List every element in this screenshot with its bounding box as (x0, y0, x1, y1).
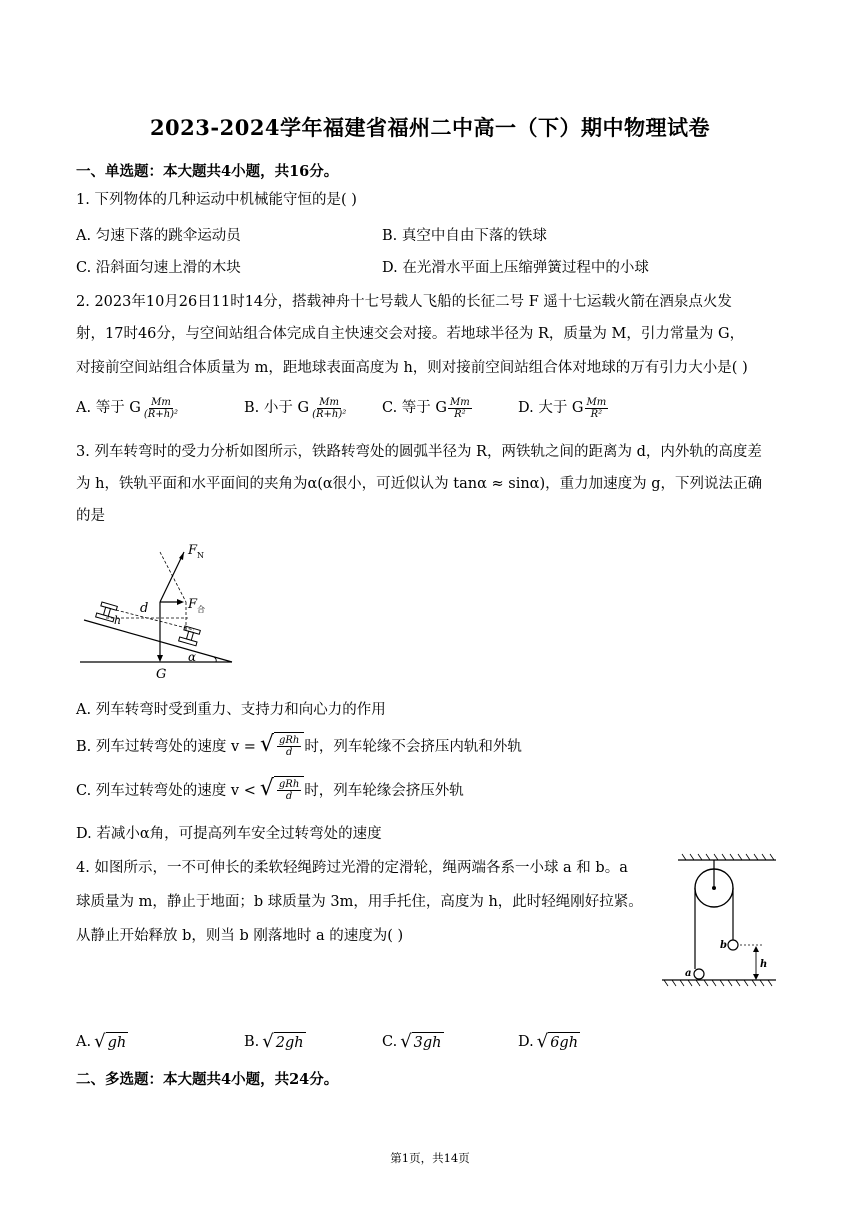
question-4-line-1: 4. 如图所示，一不可伸长的柔软轻绳跨过光滑的定滑轮，绳两端各系一小球 a 和 b。a (76, 860, 628, 876)
q2-option-a (76, 396, 181, 420)
q2-option-a-fraction (142, 397, 180, 420)
q1-option-a: A. 匀速下落的跳伞运动员 (76, 228, 241, 244)
q2-option-b-fraction (310, 397, 348, 420)
q4-option-c-label: C. (382, 1034, 398, 1050)
q2-option-d-label: D. 大于 G (518, 400, 584, 416)
fraction-denominator: d (285, 746, 293, 758)
q1-option-b: B. 真空中自由下落的铁球 (382, 228, 547, 244)
question-3-line-1: 3. 列车转弯时的受力分析如图所示，铁路转弯处的圆弧半径为 R，两铁轨之间的距离为 d，内外轨的高度差 (76, 444, 762, 460)
fraction-numerator: Mm (450, 396, 470, 408)
q3-option-c-prefix: C. 列车过转弯处的速度 v < (76, 782, 256, 799)
question-1-stem: 1. 下列物体的几种运动中机械能守恒的是( ) (76, 192, 357, 208)
label-ball-b: b (720, 940, 727, 951)
fraction-numerator: gRh (278, 778, 300, 790)
q4-option-a-sqrt: √ gh (94, 1031, 127, 1052)
q2-option-c-fraction (448, 397, 472, 420)
q2-option-b-label: B. 小于 G (244, 400, 310, 416)
q1-option-d: D. 在光滑水平面上压缩弹簧过程中的小球 (382, 260, 649, 276)
q3-option-a: A. 列车转弯时受到重力、支持力和向心力的作用 (76, 702, 386, 718)
fraction-denominator: R² (590, 408, 603, 420)
q3-option-b-suffix: 时，列车轮缘不会挤压内轨和外轨 (304, 738, 522, 755)
q4-option-d-value: 6gh (548, 1032, 580, 1052)
q2-option-a-label: A. 等于 G (76, 400, 141, 416)
label-ball-a: a (685, 968, 692, 979)
question-3-line-3: 的是 (76, 508, 105, 524)
fraction-denominator: R² (454, 408, 466, 420)
q4-option-b (244, 1032, 306, 1052)
label-fn-sub: N (197, 551, 204, 560)
fraction-numerator: Mm (319, 396, 340, 408)
fraction-numerator: Mm (586, 396, 607, 408)
q3-option-c-suffix: 时，列车轮缘会挤压外轨 (304, 782, 464, 799)
label-d: d (140, 601, 149, 616)
pulley-diagram (658, 852, 782, 992)
q2-option-d-fraction (585, 397, 609, 420)
q3-option-b-prefix: B. 列车过转弯处的速度 v = (76, 738, 256, 755)
section-heading-multiple-choice: 二、多选题：本大题共4小题，共24分。 (76, 1071, 339, 1088)
q1-option-c: C. 沿斜面匀速上滑的木块 (76, 260, 241, 276)
q4-option-b-label: B. (244, 1034, 260, 1050)
page-title: 2023-2024学年福建省福州二中高一（下）期中物理试卷 (149, 115, 711, 140)
q4-option-a-value: gh (106, 1032, 129, 1052)
q3-option-b-fraction (277, 735, 301, 758)
q3-option-d: D. 若减小α角，可提高列车安全过转弯处的速度 (76, 826, 382, 842)
label-fhe: F (188, 597, 198, 612)
q2-option-c-label: C. 等于 G (382, 400, 447, 416)
question-4-line-2: 球质量为 m，静止于地面；b 球质量为 3m，用手托住，高度为 h，此时轻绳刚好拉紧。 (76, 894, 643, 910)
fraction-denominator: (R+h)² (143, 408, 179, 420)
q3-option-b (76, 732, 522, 758)
fraction-denominator: d (285, 790, 293, 802)
question-2-line-2: 射，17时46分，与空间站组合体完成自主快速交会对接。若地球半径为 R，质量为 M，引力常量为 G， (76, 326, 745, 342)
question-3-line-2: 为 h，铁轨平面和水平面间的夹角为α(α很小，可近似认为 tanα ≈ sinα)，重力加速度为 g，下列说法正确 (76, 476, 763, 492)
fraction-numerator: Mm (151, 396, 171, 408)
q2-option-b (244, 396, 349, 420)
label-fn: F (188, 543, 198, 558)
q4-option-c-sqrt: √ 3gh (400, 1031, 442, 1052)
fraction-denominator: (R+h)² (312, 408, 347, 420)
question-2-line-3: 对接前空间站组合体质量为 m，距地球表面高度为 h，则对接前空间站组合体对地球的万有引力大小是( ) (76, 360, 748, 376)
q4-option-c (382, 1032, 444, 1052)
label-g: G (156, 667, 167, 682)
q2-option-d (518, 396, 609, 420)
q4-option-d-sqrt: √ 6gh (536, 1031, 579, 1052)
train-turn-force-diagram (76, 540, 246, 685)
page-footer: 第1页，共14页 (390, 1151, 470, 1165)
q4-option-a-label: A. (76, 1034, 92, 1050)
label-alpha: α (188, 650, 197, 664)
q4-option-b-value: 2gh (274, 1032, 306, 1052)
q4-option-b-sqrt: √ 2gh (262, 1031, 304, 1052)
label-h: h (114, 614, 122, 627)
q4-option-a (76, 1032, 128, 1052)
q3-option-b-sqrt: √ $\frac{\text{gRh}}{d}$ (260, 732, 304, 758)
fraction-numerator: gRh (278, 734, 300, 746)
q3-option-c (76, 776, 464, 802)
q4-option-d (518, 1032, 580, 1052)
q3-option-c-fraction (277, 779, 301, 802)
question-2-line-1: 2. 2023年10月26日11时14分，搭载神舟十七号载人飞船的长征二号 F 遥十七运载火箭在酒泉点火发 (76, 294, 732, 310)
question-4-line-3: 从静止开始释放 b，则当 b 刚落地时 a 的速度为( ) (76, 928, 404, 944)
q2-option-c (382, 396, 473, 420)
q4-option-c-value: 3gh (412, 1032, 444, 1052)
label-fhe-sub: 合 (197, 605, 205, 614)
label-height: h (760, 959, 768, 970)
q3-option-c-sqrt: √ $\frac{\text{gRh}}{d}$ (260, 776, 304, 802)
section-heading-single-choice: 一、单选题：本大题共4小题，共16分。 (76, 163, 339, 180)
q4-option-d-label: D. (518, 1034, 534, 1050)
